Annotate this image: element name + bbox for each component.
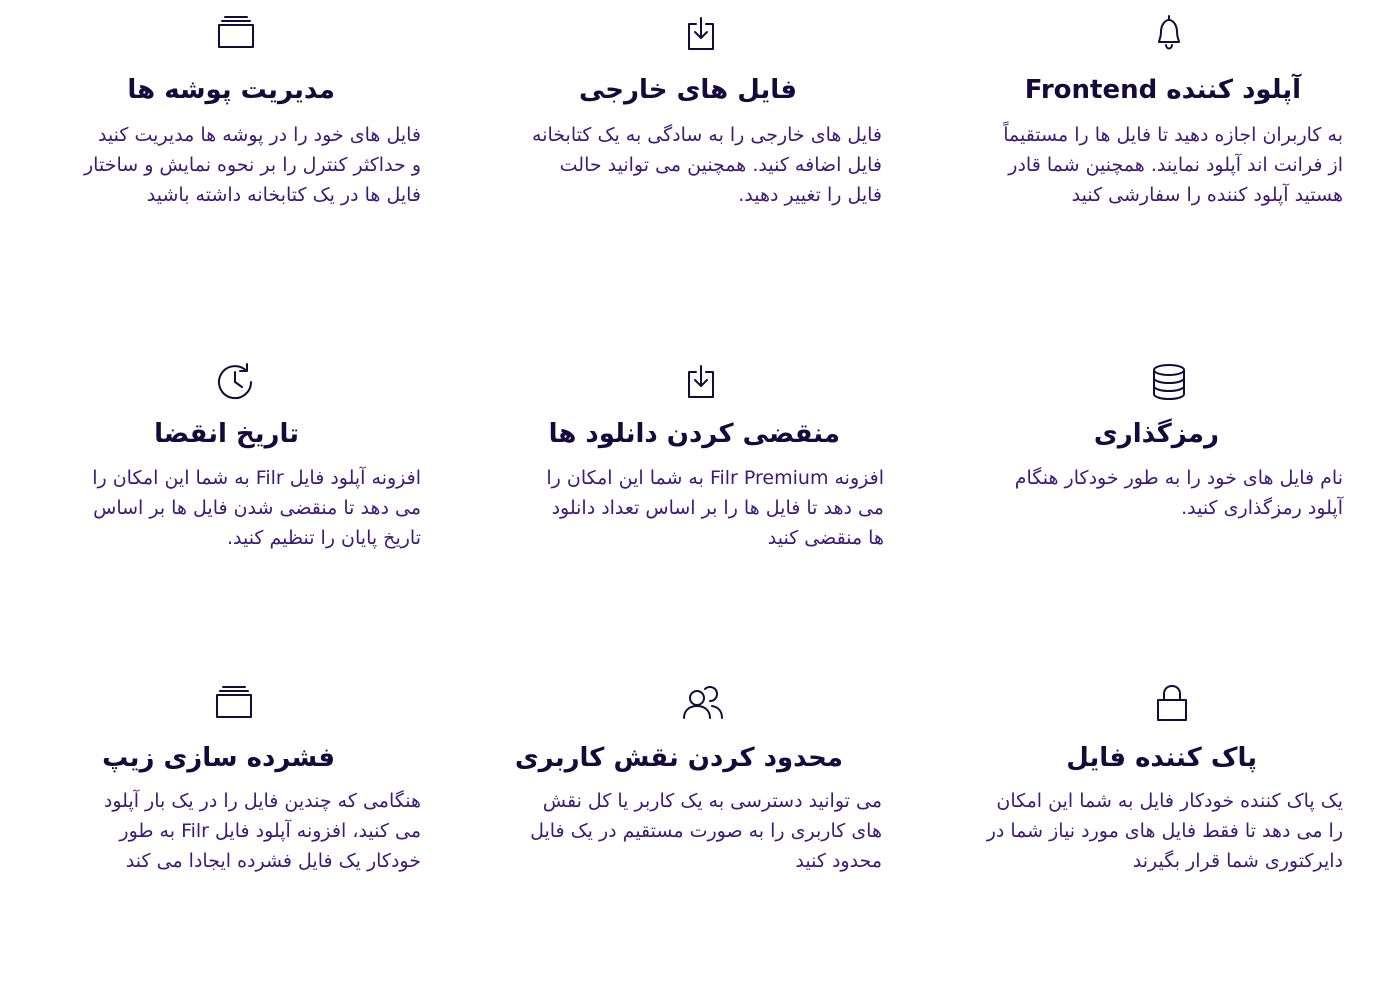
- feature-desc-encryption: نام فایل های خود را به طور خودکار هنگام آپلود رمزگذاری کنید.: [1014, 467, 1343, 519]
- lock-icon: [1150, 682, 1194, 726]
- feature-desc-restrict-user-role: می توانید دسترسی به یک کاربر یا کل نقش های کاربری را به صورت مستقیم در یک فایل محدود کنید: [530, 790, 882, 872]
- feature-desc-file-cleaner: یک پاک کننده خودکار فایل به شما این امکان را می دهد تا فقط فایل های مورد نیاز شما در دایرکتوری شما قرار بگیرند: [986, 790, 1343, 872]
- users-icon: [681, 682, 725, 726]
- feature-title-zip-compression: فشرده سازی زیپ: [102, 743, 335, 773]
- feature-desc-frontend-uploader: به کاربران اجازه دهید تا فایل ها را مستقیماً از فرانت اند آپلود نمایند. همچنین شما قادر هستید آپلود کننده را سفارشی کنید: [1003, 124, 1343, 206]
- folder-stack-icon: [214, 12, 258, 56]
- database-icon: [1147, 360, 1191, 404]
- feature-title-frontend-uploader: آپلود کننده Frontend: [1024, 75, 1301, 105]
- feature-desc-zip-compression: هنگامی که چندین فایل را در یک بار آپلود می کنید، افزونه آپلود فایل Filr به طور خودکار یک فایل فشرده ایجادا می کند: [103, 790, 421, 872]
- feature-title-external-files: فایل های خارجی: [579, 75, 797, 105]
- feature-desc-external-files: فایل های خارجی را به سادگی به یک کتابخانه فایل اضافه کنید. همچنین می توانید حالت فایل را تغییر دهید.: [532, 124, 882, 206]
- bell-icon: [1147, 12, 1191, 56]
- feature-title-expire-downloads: منقضی کردن دانلود ها: [548, 419, 840, 449]
- feature-title-file-cleaner: پاک کننده فایل: [1066, 743, 1257, 773]
- feature-title-folder-management: مدیریت پوشه ها: [127, 75, 335, 105]
- feature-title-encryption: رمزگذاری: [1093, 419, 1219, 449]
- feature-title-expiry-date: تاریخ انقضا: [154, 419, 299, 449]
- folder-stack-icon: [212, 682, 256, 726]
- download-box-icon: [679, 14, 723, 58]
- download-box-icon: [679, 362, 723, 406]
- feature-desc-expiry-date: افزونه آپلود فایل Filr به شما این امکان را می دهد تا منقضی شدن فایل ها بر اساس تاریخ پایان را تنظیم کنید.: [92, 467, 421, 549]
- feature-desc-expire-downloads: افزونه Filr Premium به شما این امکان را می دهد تا فایل ها را بر اساس تعداد دانلود ها منقضی کنید: [546, 467, 884, 549]
- clock-refresh-icon: [213, 360, 257, 404]
- feature-desc-folder-management: فایل های خود را در پوشه ها مدیریت کنید و حداکثر کنترل را بر نحوه نمایش و ساختار فایل ها در یک کتابخانه داشته باشید: [84, 124, 421, 206]
- feature-title-restrict-user-role: محدود کردن نقش کاربری: [514, 743, 843, 773]
